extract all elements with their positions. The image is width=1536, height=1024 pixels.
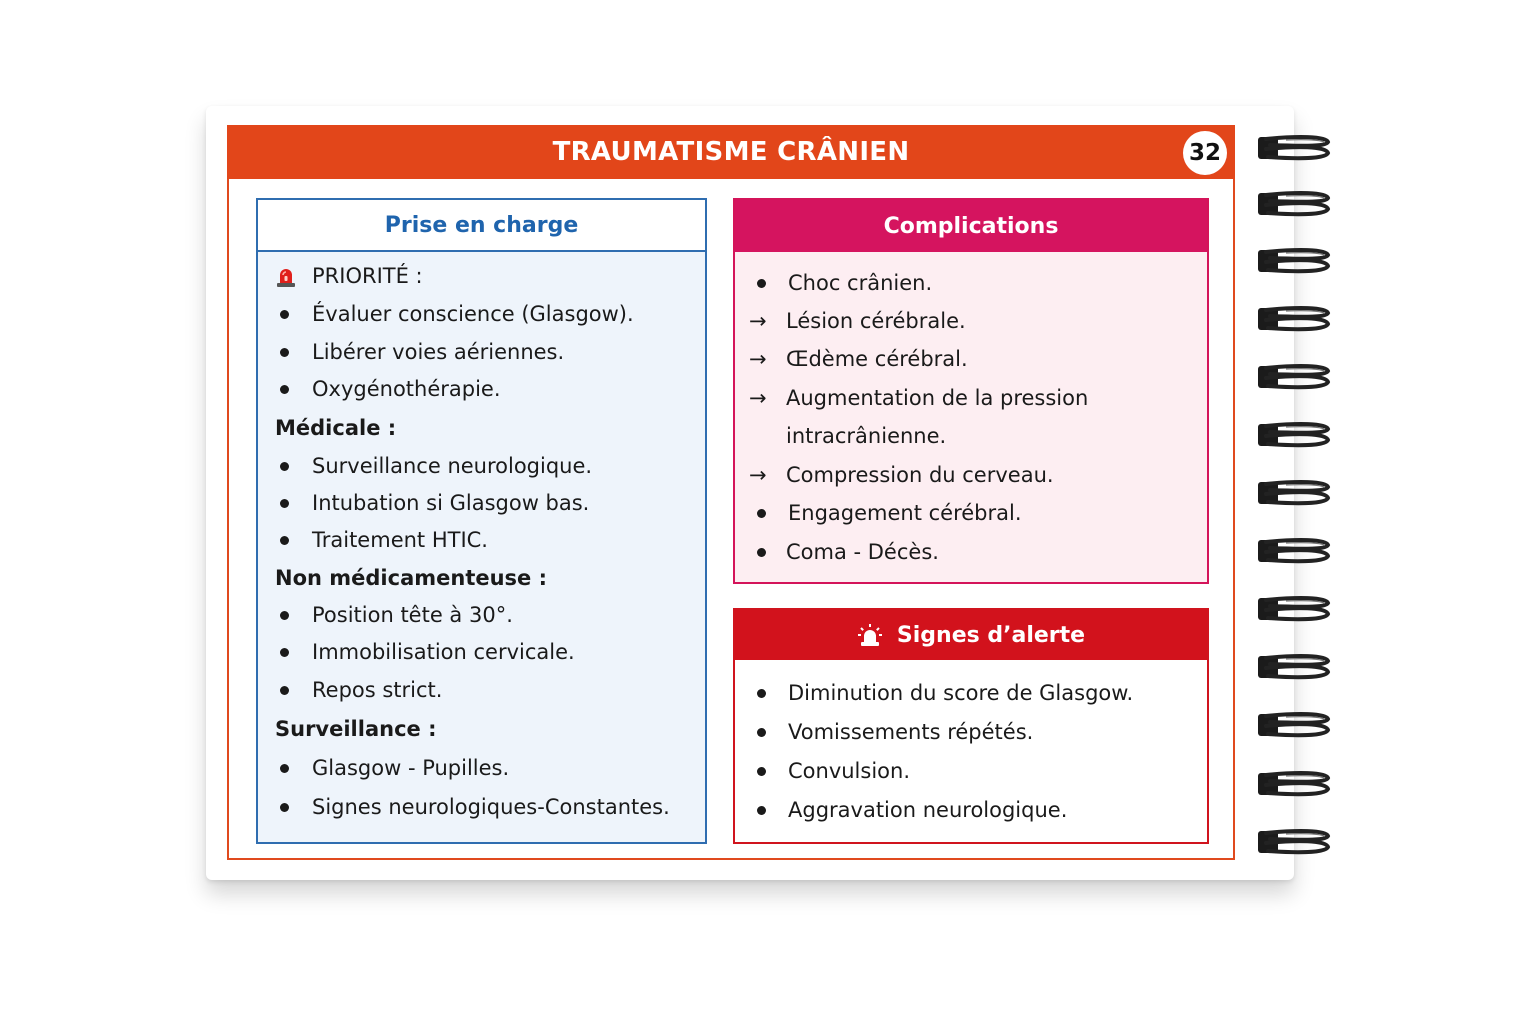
spiral-ring [1256, 770, 1332, 798]
signes-alerte-panel [733, 608, 1209, 844]
bullet [757, 509, 766, 518]
page-number-badge: 32 [1183, 131, 1227, 175]
signes-alerte-heading: Signes d’alerte [896, 622, 1086, 648]
list-item [258, 488, 705, 518]
list-item [258, 675, 705, 705]
list-item-text: Traitement HTIC. [312, 528, 488, 552]
spiral-ring [1256, 247, 1332, 275]
list-item-text: Augmentation de la pression [786, 386, 1089, 410]
spiral-ring [1256, 190, 1332, 218]
bullet [280, 385, 289, 394]
list-item [735, 460, 1207, 490]
surveillance-heading: Surveillance : [275, 717, 437, 741]
bullet [280, 648, 289, 657]
spiral-ring [1256, 653, 1332, 681]
list-item-text: Immobilisation cervicale. [312, 640, 575, 664]
signes-alerte-header [735, 610, 1207, 660]
list-item-text: Choc crânien. [788, 271, 933, 295]
priority-heading [258, 261, 705, 291]
complications-panel [733, 198, 1209, 584]
signes-alerte-body [735, 662, 1207, 842]
list-item-continuation [735, 421, 1207, 451]
spiral-ring [1256, 711, 1332, 739]
list-item [258, 337, 705, 367]
bullet [280, 310, 289, 319]
list-item-text: Œdème cérébral. [786, 347, 968, 371]
list-item [735, 306, 1207, 336]
list-item [258, 792, 705, 822]
list-item [735, 268, 1207, 298]
list-item [258, 525, 705, 555]
bullet [280, 499, 289, 508]
spiral-ring [1256, 421, 1332, 449]
priority-label: PRIORITÉ : [312, 264, 423, 288]
list-item [735, 383, 1207, 413]
list-item-text: Signes neurologiques-Constantes. [312, 795, 670, 819]
list-item-text: Glasgow - Pupilles. [312, 756, 510, 780]
complications-heading: Complications [735, 200, 1207, 252]
bullet [280, 764, 289, 773]
bullet [757, 548, 766, 557]
bullet [757, 728, 766, 737]
prise-en-charge-body [258, 252, 705, 842]
list-item [258, 374, 705, 404]
list-item-text: Repos strict. [312, 678, 443, 702]
list-item [735, 795, 1207, 825]
list-item [258, 600, 705, 630]
bullet [280, 686, 289, 695]
list-item [735, 756, 1207, 786]
list-item-text: Vomissements répétés. [788, 720, 1034, 744]
list-item-text: Convulsion. [788, 759, 911, 783]
spiral-ring [1256, 595, 1332, 623]
list-item [735, 717, 1207, 747]
siren-icon [274, 264, 298, 288]
bullet [280, 803, 289, 812]
complications-body [735, 254, 1207, 582]
list-item-text: Diminution du score de Glasgow. [788, 681, 1134, 705]
arrow-icon: → [749, 386, 767, 410]
list-item [735, 678, 1207, 708]
spiral-ring [1256, 305, 1332, 333]
prise-en-charge-heading: Prise en charge [258, 200, 705, 252]
arrow-icon: → [749, 347, 767, 371]
bullet [280, 348, 289, 357]
spiral-ring [1256, 828, 1332, 856]
bullet [280, 536, 289, 545]
list-item [735, 498, 1207, 528]
title-bar [227, 125, 1235, 179]
list-item [735, 344, 1207, 374]
bullet [280, 611, 289, 620]
bullet [757, 279, 766, 288]
alarm-light-icon [857, 622, 883, 648]
bullet [757, 689, 766, 698]
spiral-ring [1256, 363, 1332, 391]
list-item-text: Libérer voies aériennes. [312, 340, 565, 364]
arrow-icon: → [749, 309, 767, 333]
list-item-text: Oxygénothérapie. [312, 377, 501, 401]
spiral-ring [1256, 479, 1332, 507]
bullet [757, 767, 766, 776]
bullet [280, 462, 289, 471]
list-item-text: Évaluer conscience (Glasgow). [312, 302, 634, 326]
list-item-text: Position tête à 30°. [312, 603, 513, 627]
list-item-text: Coma - Décès. [786, 540, 939, 564]
list-item [258, 451, 705, 481]
spiral-ring [1256, 537, 1332, 565]
list-item-text: Lésion cérébrale. [786, 309, 966, 333]
list-item-text: Engagement cérébral. [788, 501, 1022, 525]
list-item-text: Intubation si Glasgow bas. [312, 491, 590, 515]
bullet [757, 806, 766, 815]
list-item [258, 753, 705, 783]
list-item-text: Compression du cerveau. [786, 463, 1054, 487]
list-item [735, 537, 1207, 567]
prise-en-charge-panel [256, 198, 707, 844]
medicale-heading: Médicale : [275, 416, 397, 440]
list-item-text: Surveillance neurologique. [312, 454, 593, 478]
non-medicamenteuse-heading: Non médicamenteuse : [275, 566, 547, 590]
list-item [258, 637, 705, 667]
spiral-ring [1256, 134, 1332, 162]
arrow-icon: → [749, 463, 767, 487]
list-item-text: Aggravation neurologique. [788, 798, 1068, 822]
card-title: TRAUMATISME CRÂNIEN [552, 137, 910, 167]
list-item-text: intracrânienne. [786, 424, 947, 448]
list-item [258, 299, 705, 329]
